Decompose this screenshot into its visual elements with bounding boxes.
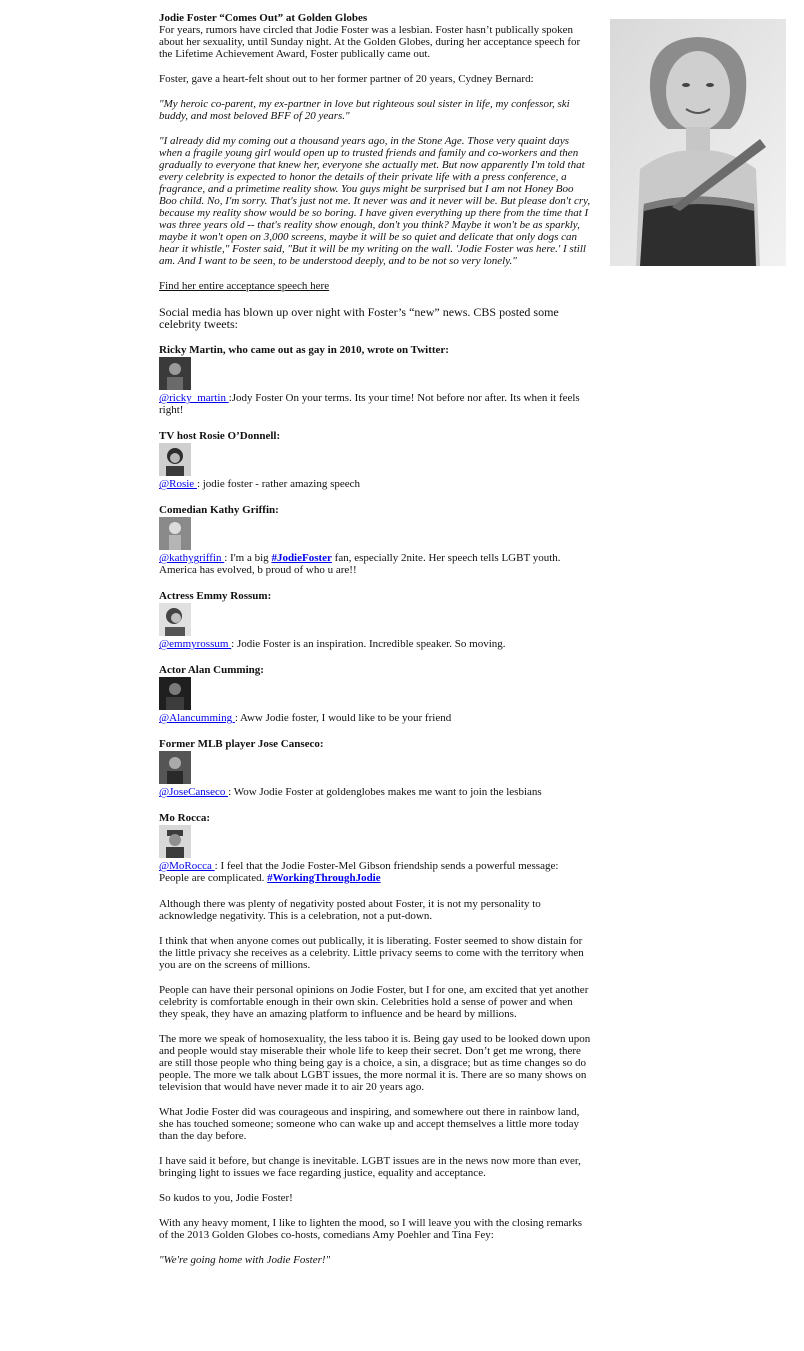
avatar[interactable] (159, 677, 191, 710)
social-media-paragraph: Social media has blown up over night with Foster’s “new” news. CBS posted some celebrity tweets: (159, 305, 559, 331)
tweet-text: : jodie foster - rather amazing speech (196, 478, 361, 490)
tweet (159, 860, 591, 884)
shout-out-paragraph: Foster, gave a heart-felt shout out to her former partner of 20 years, Cydney Bernard: (159, 73, 534, 85)
tweet (159, 392, 591, 416)
closing-paragraph: I have said it before, but change is inevitable. LGBT issues are in the news now more than ever, bringing light to issues we face regarding justice, equality and acceptance. (159, 1155, 581, 1179)
closing-paragraph: What Jodie Foster did was courageous and inspiring, and somewhere out there in rainbow land, she has touched someone; someone who can wake up and accept themselves a little more today than the day before. (159, 1106, 580, 1142)
tweet (159, 552, 591, 576)
tweet-heading: Actor Alan Cumming: (159, 664, 264, 676)
tweet-heading: Comedian Kathy Griffin: (159, 504, 279, 516)
tweet (159, 712, 591, 724)
tweet-handle[interactable]: @emmyrossum (159, 638, 232, 650)
closing-paragraph: People can have their personal opinions on Jodie Foster, but I for one, am excited that yet another celebrity is comfortable enough in their own skin. Celebrities hold a sense of power and when they speak, they have an amazing platform to influence and be heard by millions. (159, 984, 589, 1020)
tweet (159, 478, 591, 490)
closing-quote: "We're going home with Jodie Foster!" (159, 1254, 331, 1266)
tweet-text: fan, especially 2nite. Her speech tells LGBT youth. America has evolved, b proud of who u are!! (159, 552, 561, 576)
partner-quote: "My heroic co-parent, my ex-partner in love but righteous soul sister in life, my confessor, ski buddy, and most beloved BFF of 20 years." (159, 98, 570, 122)
tweet-handle[interactable]: @kathygriffin (159, 552, 225, 564)
tweet-heading: TV host Rosie O’Donnell: (159, 430, 281, 442)
tweet-handle[interactable]: @MoRocca (159, 860, 215, 872)
tweet-heading: Actress Emmy Rossum: (159, 590, 272, 602)
avatar[interactable] (159, 751, 191, 784)
tweet-handle[interactable]: @ricky_martin (159, 392, 229, 404)
tweet-handle[interactable]: @Rosie (159, 478, 197, 490)
closing-paragraph: With any heavy moment, I like to lighten the mood, so I will leave you with the closing remarks of the 2013 Golden Globes co-hosts, comedians Amy Poehler and Tina Fey: (159, 1217, 582, 1241)
speech-quote: "I already did my coming out a thousand years ago, in the Stone Age. Those very quaint days when a fragile young girl would open up to trusted friends and family and co-workers and then gradually to everyone that knew her, everyone she actually met. But now apparently I'm told that every celebrity is expected to honor the details of their private life with a press conference, a fragrance, and a primetime reality show. You guys might be surprised but I am not Honey Boo Boo child. No, I'm sorry. That's just not me. It never was and it never will be. But please don't cry, because my reality show would be so boring. I have given everything up there from the time that I was three years old -- that's reality show enough, don't you think? Maybe it won't be as sparkly, maybe it won't open on 3,000 screens, maybe it will be so quiet and delicate that only dogs can hear it whistle," Foster said, "But it will be my writing on the wall. 'Jodie Foster was here.' I still am. And I want to be seen, to be understood deeply, and to be not so very lonely." (159, 135, 591, 267)
tweet-text: : I'm a big (224, 552, 272, 564)
tweet-text: : Aww Jodie foster, I would like to be your friend (234, 712, 452, 724)
jodie-foster-photo (610, 19, 786, 266)
tweet-text: : Jodie Foster is an inspiration. Incredible speaker. So moving. (231, 638, 506, 650)
article-title: Jodie Foster “Comes Out” at Golden Globes (159, 12, 368, 24)
tweet (159, 786, 591, 798)
closing-paragraph: Although there was plenty of negativity posted about Foster, it is not my personality to acknowledge negativity. This is a celebration, not a put-down. (159, 898, 541, 922)
avatar[interactable] (159, 443, 191, 476)
closing-paragraph: So kudos to you, Jodie Foster! (159, 1192, 293, 1204)
tweet (159, 638, 591, 650)
avatar[interactable] (159, 357, 191, 390)
avatar[interactable] (159, 603, 191, 636)
tweet-heading: Mo Rocca: (159, 812, 211, 824)
tweet-heading: Former MLB player Jose Canseco: (159, 738, 324, 750)
tweet-handle[interactable]: @JoseCanseco (159, 786, 229, 798)
tweet-handle[interactable]: @Alancumming (159, 712, 235, 724)
avatar[interactable] (159, 825, 191, 858)
article-body (159, 12, 591, 1279)
hashtag-link[interactable]: #JodieFoster (271, 552, 332, 564)
intro-paragraph: For years, rumors have circled that Jodie Foster was a lesbian. Foster hasn’t publically spoken about her sexuality, until Sunday night. At the Golden Globes, during her acceptance speech for the Lifetime Achievement Award, Foster publically came out. (159, 24, 581, 60)
avatar[interactable] (159, 517, 191, 550)
tweet-text: :Jody Foster On your terms. Its your time! Not before nor after. Its when it feels right! (159, 392, 580, 416)
closing-paragraph: I think that when anyone comes out publically, it is liberating. Foster seemed to show distain for the little privacy she receives as a celebrity. Little privacy seems to come with the territory when you are on the screens of millions. (159, 935, 584, 971)
speech-link[interactable]: Find her entire acceptance speech here (159, 280, 330, 292)
hashtag-link[interactable]: #WorkingThroughJodie (267, 872, 381, 884)
tweet-text: : I feel that the Jodie Foster-Mel Gibson friendship sends a powerful message: People are complicated. (159, 860, 559, 884)
tweet-heading: Ricky Martin, who came out as gay in 2010, wrote on Twitter: (159, 344, 449, 356)
tweet-text: : Wow Jodie Foster at goldenglobes makes me want to join the lesbians (228, 786, 542, 798)
closing-paragraph: The more we speak of homosexuality, the less taboo it is. Being gay used to be looked down upon and people would stay miserable their whole life to keep their secret. Don’t get me wrong, there are still those people who thing being gay is a choice, a sin, a disgrace; but as time changes so do people. The more we talk about LGBT issues, the more normal it is. There are so many shows on television that would have never made it to air 20 years ago. (159, 1033, 591, 1093)
